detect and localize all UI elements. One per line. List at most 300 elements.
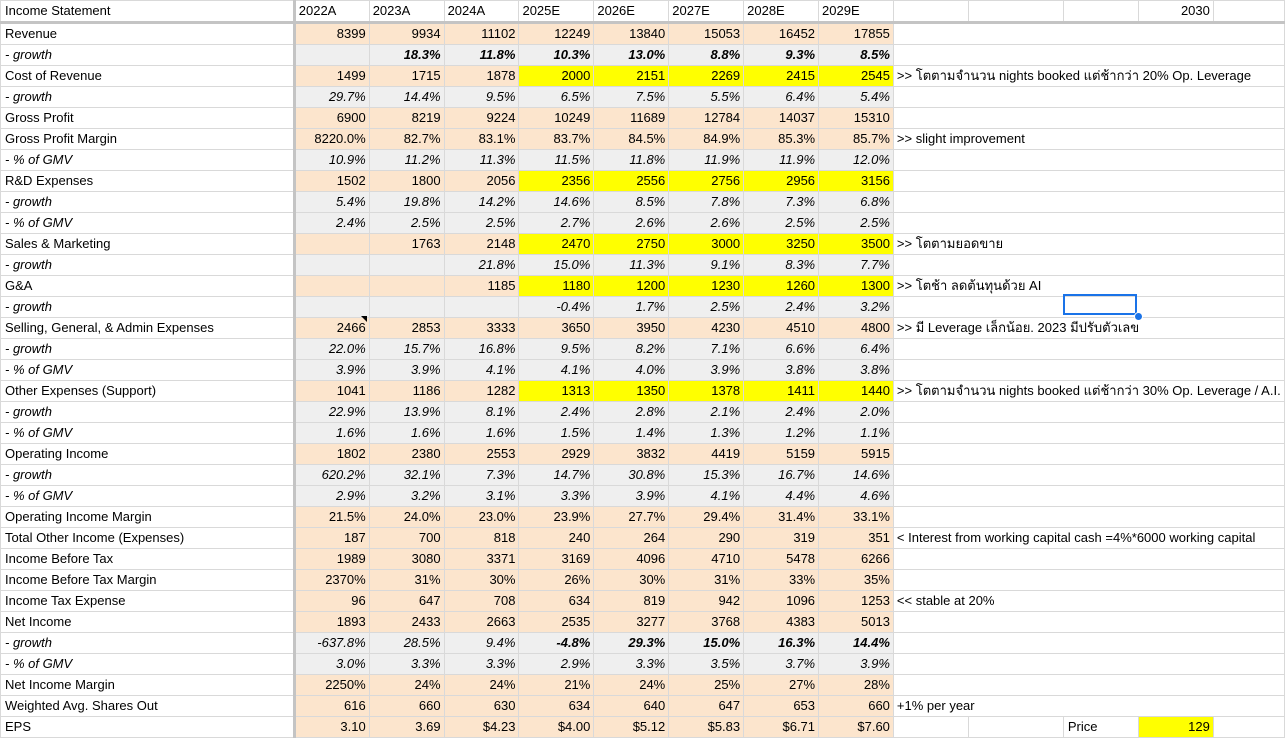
data-cell[interactable]: 30% [444,570,519,591]
data-cell[interactable]: 2756 [669,171,744,192]
data-cell[interactable]: 2148 [444,234,519,255]
data-cell[interactable]: 31% [669,570,744,591]
data-cell[interactable]: 616 [294,696,369,717]
data-cell[interactable]: 819 [594,591,669,612]
data-cell[interactable]: 2535 [519,612,594,633]
data-cell[interactable]: 16.3% [744,633,819,654]
note-cell[interactable] [893,549,1284,570]
note-cell[interactable] [893,171,1284,192]
data-cell[interactable]: 6.4% [819,339,894,360]
year-header[interactable]: 2022A [294,1,369,23]
price-value[interactable]: 129 [1138,717,1213,738]
data-cell[interactable]: 1041 [294,381,369,402]
note-cell[interactable] [893,444,1284,465]
data-cell[interactable]: 647 [669,696,744,717]
data-cell[interactable]: 3950 [594,318,669,339]
data-cell[interactable]: 10.3% [519,45,594,66]
data-cell[interactable]: 9.3% [744,45,819,66]
data-cell[interactable]: 1.6% [444,423,519,444]
data-cell[interactable]: -637.8% [294,633,369,654]
data-cell[interactable]: 264 [594,528,669,549]
data-cell[interactable]: 11.8% [594,150,669,171]
data-cell[interactable]: 1893 [294,612,369,633]
year-header[interactable]: 2026E [594,1,669,23]
data-cell[interactable]: 6266 [819,549,894,570]
note-cell[interactable] [893,528,1284,549]
data-cell[interactable]: 15.7% [369,339,444,360]
data-cell[interactable]: 9934 [369,23,444,45]
data-cell[interactable]: 4096 [594,549,669,570]
data-cell[interactable]: 2.4% [519,402,594,423]
data-cell[interactable]: 2.5% [369,213,444,234]
empty-cell[interactable] [968,1,1063,23]
data-cell[interactable]: 6900 [294,108,369,129]
data-cell[interactable]: 11.9% [669,150,744,171]
data-cell[interactable]: 620.2% [294,465,369,486]
data-cell[interactable]: 3.2% [369,486,444,507]
row-label[interactable]: - growth [1,297,295,318]
data-cell[interactable]: 2356 [519,171,594,192]
data-cell[interactable]: 22.9% [294,402,369,423]
year-header[interactable]: 2025E [519,1,594,23]
data-cell[interactable]: 240 [519,528,594,549]
data-cell[interactable]: 11.5% [519,150,594,171]
row-label[interactable]: Cost of Revenue [1,66,295,87]
data-cell[interactable]: 3000 [669,234,744,255]
data-cell[interactable]: 85.7% [819,129,894,150]
data-cell[interactable]: 2.5% [744,213,819,234]
data-cell[interactable]: $6.71 [744,717,819,738]
row-label[interactable]: Gross Profit Margin [1,129,295,150]
row-label[interactable]: EPS [1,717,295,738]
data-cell[interactable]: 4510 [744,318,819,339]
data-cell[interactable]: 11.3% [594,255,669,276]
sheet-title[interactable]: Income Statement [1,1,295,23]
data-cell[interactable]: 3500 [819,234,894,255]
data-cell[interactable]: 2000 [519,66,594,87]
data-cell[interactable]: 24% [594,675,669,696]
row-label[interactable]: Selling, General, & Admin Expenses [1,318,295,339]
data-cell[interactable]: 2853 [369,318,444,339]
data-cell[interactable]: 13840 [594,23,669,45]
note-cell[interactable] [893,339,1284,360]
year-2030-header[interactable]: 2030 [1138,1,1213,23]
note-cell[interactable] [893,612,1284,633]
data-cell[interactable]: 3.2% [819,297,894,318]
data-cell[interactable]: 3.8% [819,360,894,381]
data-cell[interactable]: 1282 [444,381,519,402]
data-cell[interactable]: 8399 [294,23,369,45]
data-cell[interactable]: 9.4% [444,633,519,654]
data-cell[interactable]: 5915 [819,444,894,465]
data-cell[interactable]: 4.6% [819,486,894,507]
data-cell[interactable]: 8.5% [594,192,669,213]
data-cell[interactable]: 2.9% [519,654,594,675]
data-cell[interactable]: 3.69 [369,717,444,738]
data-cell[interactable]: 3768 [669,612,744,633]
data-cell[interactable]: 30.8% [594,465,669,486]
year-header[interactable]: 2029E [819,1,894,23]
data-cell[interactable]: 319 [744,528,819,549]
data-cell[interactable]: 3.3% [594,654,669,675]
row-label[interactable]: Operating Income Margin [1,507,295,528]
data-cell[interactable]: 1.2% [744,423,819,444]
year-header[interactable]: 2027E [669,1,744,23]
data-cell[interactable] [444,297,519,318]
note-cell[interactable] [893,66,1284,87]
data-cell[interactable]: 2.4% [744,402,819,423]
data-cell[interactable]: 16452 [744,23,819,45]
note-cell[interactable] [893,297,1284,318]
data-cell[interactable]: 10249 [519,108,594,129]
note-cell[interactable] [893,507,1284,528]
data-cell[interactable]: 3.3% [444,654,519,675]
note-cell[interactable] [893,570,1284,591]
data-cell[interactable]: 660 [369,696,444,717]
data-cell[interactable]: 4.1% [444,360,519,381]
note-cell[interactable] [893,423,1284,444]
data-cell[interactable]: 11102 [444,23,519,45]
data-cell[interactable]: 32.1% [369,465,444,486]
note-cell[interactable] [893,255,1284,276]
data-cell[interactable]: 30% [594,570,669,591]
data-cell[interactable]: 2466 [294,318,369,339]
row-label[interactable]: - growth [1,192,295,213]
data-cell[interactable]: 2470 [519,234,594,255]
row-label[interactable]: - % of GMV [1,213,295,234]
note-cell[interactable] [893,633,1284,654]
data-cell[interactable]: 2.6% [594,213,669,234]
data-cell[interactable]: 8.3% [744,255,819,276]
data-cell[interactable]: 1499 [294,66,369,87]
row-label[interactable]: - % of GMV [1,150,295,171]
data-cell[interactable]: 2433 [369,612,444,633]
data-cell[interactable]: 1350 [594,381,669,402]
price-label[interactable]: Price [1063,717,1138,738]
data-cell[interactable]: 3371 [444,549,519,570]
data-cell[interactable]: 3.7% [744,654,819,675]
row-label[interactable]: Revenue [1,23,295,45]
data-cell[interactable]: 2.5% [669,297,744,318]
data-cell[interactable]: 1313 [519,381,594,402]
row-label[interactable]: - % of GMV [1,486,295,507]
data-cell[interactable]: $5.83 [669,717,744,738]
data-cell[interactable]: 21.5% [294,507,369,528]
data-cell[interactable]: 4.0% [594,360,669,381]
data-cell[interactable]: 2.0% [819,402,894,423]
data-cell[interactable]: 1878 [444,66,519,87]
data-cell[interactable]: $4.00 [519,717,594,738]
data-cell[interactable]: 2380 [369,444,444,465]
data-cell[interactable]: 4419 [669,444,744,465]
data-cell[interactable]: 7.8% [669,192,744,213]
data-cell[interactable]: 21.8% [444,255,519,276]
data-cell[interactable]: 2370% [294,570,369,591]
data-cell[interactable]: 3250 [744,234,819,255]
note-cell[interactable] [893,87,1284,108]
data-cell[interactable]: 28.5% [369,633,444,654]
note-cell[interactable] [893,192,1284,213]
data-cell[interactable] [294,234,369,255]
data-cell[interactable]: 9.5% [519,339,594,360]
data-cell[interactable]: 15.0% [669,633,744,654]
data-cell[interactable]: 96 [294,591,369,612]
data-cell[interactable]: 3.3% [519,486,594,507]
data-cell[interactable]: 3333 [444,318,519,339]
row-label[interactable]: - % of GMV [1,654,295,675]
data-cell[interactable] [369,276,444,297]
data-cell[interactable]: $5.12 [594,717,669,738]
data-cell[interactable]: 2553 [444,444,519,465]
data-cell[interactable]: 21% [519,675,594,696]
row-label[interactable]: - growth [1,87,295,108]
data-cell[interactable]: 6.6% [744,339,819,360]
data-cell[interactable]: 2750 [594,234,669,255]
data-cell[interactable]: 14037 [744,108,819,129]
data-cell[interactable]: 2929 [519,444,594,465]
data-cell[interactable]: 5.4% [294,192,369,213]
data-cell[interactable]: 29.4% [669,507,744,528]
year-header[interactable]: 2028E [744,1,819,23]
data-cell[interactable]: 4230 [669,318,744,339]
row-label[interactable]: Weighted Avg. Shares Out [1,696,295,717]
data-cell[interactable]: 1715 [369,66,444,87]
data-cell[interactable]: 10.9% [294,150,369,171]
data-cell[interactable]: 15053 [669,23,744,45]
data-cell[interactable]: 3080 [369,549,444,570]
note-cell[interactable] [893,402,1284,423]
data-cell[interactable]: 653 [744,696,819,717]
empty-cell[interactable] [1213,717,1284,738]
data-cell[interactable]: 27.7% [594,507,669,528]
data-cell[interactable]: 2.9% [294,486,369,507]
data-cell[interactable]: 1230 [669,276,744,297]
data-cell[interactable]: 1800 [369,171,444,192]
data-cell[interactable]: 2151 [594,66,669,87]
data-cell[interactable]: 5013 [819,612,894,633]
data-cell[interactable]: 27% [744,675,819,696]
note-cell[interactable] [893,486,1284,507]
data-cell[interactable]: 1802 [294,444,369,465]
data-cell[interactable]: 23.9% [519,507,594,528]
data-cell[interactable]: 31.4% [744,507,819,528]
data-cell[interactable]: 8.2% [594,339,669,360]
row-label[interactable]: G&A [1,276,295,297]
data-cell[interactable]: 3650 [519,318,594,339]
data-cell[interactable]: 2269 [669,66,744,87]
data-cell[interactable]: 3.0% [294,654,369,675]
data-cell[interactable]: 7.5% [594,87,669,108]
empty-cell[interactable] [968,717,1063,738]
data-cell[interactable]: 84.9% [669,129,744,150]
data-cell[interactable]: 85.3% [744,129,819,150]
data-cell[interactable]: -4.8% [519,633,594,654]
data-cell[interactable]: 5159 [744,444,819,465]
data-cell[interactable]: 8220.0% [294,129,369,150]
data-cell[interactable]: 14.2% [444,192,519,213]
data-cell[interactable]: 7.3% [444,465,519,486]
data-cell[interactable]: 83.1% [444,129,519,150]
row-label[interactable]: - growth [1,45,295,66]
data-cell[interactable]: 12249 [519,23,594,45]
note-cell[interactable] [893,675,1284,696]
data-cell[interactable]: 8.5% [819,45,894,66]
data-cell[interactable]: 7.3% [744,192,819,213]
data-cell[interactable]: 2.6% [669,213,744,234]
note-cell[interactable] [893,213,1284,234]
data-cell[interactable]: 1260 [744,276,819,297]
data-cell[interactable]: 3.5% [669,654,744,675]
note-cell[interactable] [893,654,1284,675]
note-cell[interactable] [893,234,1284,255]
data-cell[interactable]: 15.0% [519,255,594,276]
data-cell[interactable]: 2545 [819,66,894,87]
row-label[interactable]: Gross Profit [1,108,295,129]
data-cell[interactable]: 2.8% [594,402,669,423]
data-cell[interactable] [294,45,369,66]
data-cell[interactable]: 84.5% [594,129,669,150]
data-cell[interactable]: 3.9% [594,486,669,507]
data-cell[interactable] [369,255,444,276]
data-cell[interactable]: 1411 [744,381,819,402]
data-cell[interactable]: 33.1% [819,507,894,528]
data-cell[interactable]: 35% [819,570,894,591]
note-cell[interactable] [893,108,1284,129]
data-cell[interactable]: 1.3% [669,423,744,444]
data-cell[interactable]: 3.9% [369,360,444,381]
row-label[interactable]: Sales & Marketing [1,234,295,255]
data-cell[interactable]: 1.4% [594,423,669,444]
data-cell[interactable]: 25% [669,675,744,696]
note-cell[interactable] [893,696,1284,717]
data-cell[interactable]: 12.0% [819,150,894,171]
data-cell[interactable]: 1186 [369,381,444,402]
data-cell[interactable]: 13.0% [594,45,669,66]
data-cell[interactable]: 12784 [669,108,744,129]
note-cell[interactable] [893,591,1284,612]
row-label[interactable]: Income Before Tax [1,549,295,570]
data-cell[interactable]: 28% [819,675,894,696]
data-cell[interactable]: 3277 [594,612,669,633]
data-cell[interactable]: 24% [444,675,519,696]
data-cell[interactable]: 647 [369,591,444,612]
data-cell[interactable]: 818 [444,528,519,549]
note-cell[interactable] [893,150,1284,171]
note-cell[interactable] [893,129,1284,150]
data-cell[interactable]: 8.8% [669,45,744,66]
row-label[interactable]: Income Before Tax Margin [1,570,295,591]
data-cell[interactable]: 3.3% [369,654,444,675]
row-label[interactable]: - growth [1,402,295,423]
data-cell[interactable]: $4.23 [444,717,519,738]
data-cell[interactable]: 4.4% [744,486,819,507]
data-cell[interactable]: 2415 [744,66,819,87]
data-cell[interactable]: 4383 [744,612,819,633]
data-cell[interactable]: 2956 [744,171,819,192]
data-cell[interactable]: 1096 [744,591,819,612]
data-cell[interactable]: 634 [519,696,594,717]
row-label[interactable]: - growth [1,465,295,486]
data-cell[interactable]: 2.5% [444,213,519,234]
data-cell[interactable]: 18.3% [369,45,444,66]
data-cell[interactable]: 9.5% [444,87,519,108]
row-label[interactable]: Net Income Margin [1,675,295,696]
data-cell[interactable]: 14.4% [369,87,444,108]
row-label[interactable]: - growth [1,633,295,654]
data-cell[interactable]: 33% [744,570,819,591]
data-cell[interactable]: 1.6% [369,423,444,444]
row-label[interactable]: - growth [1,255,295,276]
data-cell[interactable] [294,297,369,318]
data-cell[interactable]: 16.7% [744,465,819,486]
data-cell[interactable]: 2556 [594,171,669,192]
data-cell[interactable]: 15310 [819,108,894,129]
data-cell[interactable]: 29.7% [294,87,369,108]
data-cell[interactable]: 22.0% [294,339,369,360]
empty-cell[interactable] [893,1,968,23]
data-cell[interactable]: 7.1% [669,339,744,360]
data-cell[interactable]: 942 [669,591,744,612]
note-cell[interactable] [893,465,1284,486]
row-label[interactable]: Income Tax Expense [1,591,295,612]
data-cell[interactable]: 3.9% [294,360,369,381]
data-cell[interactable]: 1.7% [594,297,669,318]
data-cell[interactable]: 11.2% [369,150,444,171]
data-cell[interactable]: 1200 [594,276,669,297]
empty-cell[interactable] [1213,1,1284,23]
data-cell[interactable]: 8219 [369,108,444,129]
data-cell[interactable]: 187 [294,528,369,549]
note-cell[interactable] [893,276,1284,297]
data-cell[interactable]: 2.4% [744,297,819,318]
data-cell[interactable]: 2250% [294,675,369,696]
row-label[interactable]: - growth [1,339,295,360]
note-cell[interactable] [893,23,1284,45]
data-cell[interactable]: 11.9% [744,150,819,171]
data-cell[interactable]: 1.1% [819,423,894,444]
data-cell[interactable]: 2663 [444,612,519,633]
data-cell[interactable]: 5.5% [669,87,744,108]
data-cell[interactable]: 634 [519,591,594,612]
note-cell[interactable] [893,360,1284,381]
data-cell[interactable]: 1989 [294,549,369,570]
data-cell[interactable]: 2.5% [819,213,894,234]
data-cell[interactable]: 630 [444,696,519,717]
data-cell[interactable]: 6.8% [819,192,894,213]
empty-cell[interactable] [1063,1,1138,23]
row-label[interactable]: Operating Income [1,444,295,465]
data-cell[interactable]: 24.0% [369,507,444,528]
data-cell[interactable]: 2.7% [519,213,594,234]
data-cell[interactable]: 640 [594,696,669,717]
data-cell[interactable]: 23.0% [444,507,519,528]
data-cell[interactable]: 351 [819,528,894,549]
data-cell[interactable]: 1253 [819,591,894,612]
data-cell[interactable]: 5.4% [819,87,894,108]
row-label[interactable]: - % of GMV [1,423,295,444]
data-cell[interactable]: 11.8% [444,45,519,66]
data-cell[interactable]: 83.7% [519,129,594,150]
empty-cell[interactable] [893,717,968,738]
note-cell[interactable] [893,318,1284,339]
data-cell[interactable]: 26% [519,570,594,591]
data-cell[interactable]: 3169 [519,549,594,570]
data-cell[interactable]: 6.4% [744,87,819,108]
data-cell[interactable]: 31% [369,570,444,591]
data-cell[interactable]: 2056 [444,171,519,192]
data-cell[interactable]: 708 [444,591,519,612]
data-cell[interactable]: 14.4% [819,633,894,654]
